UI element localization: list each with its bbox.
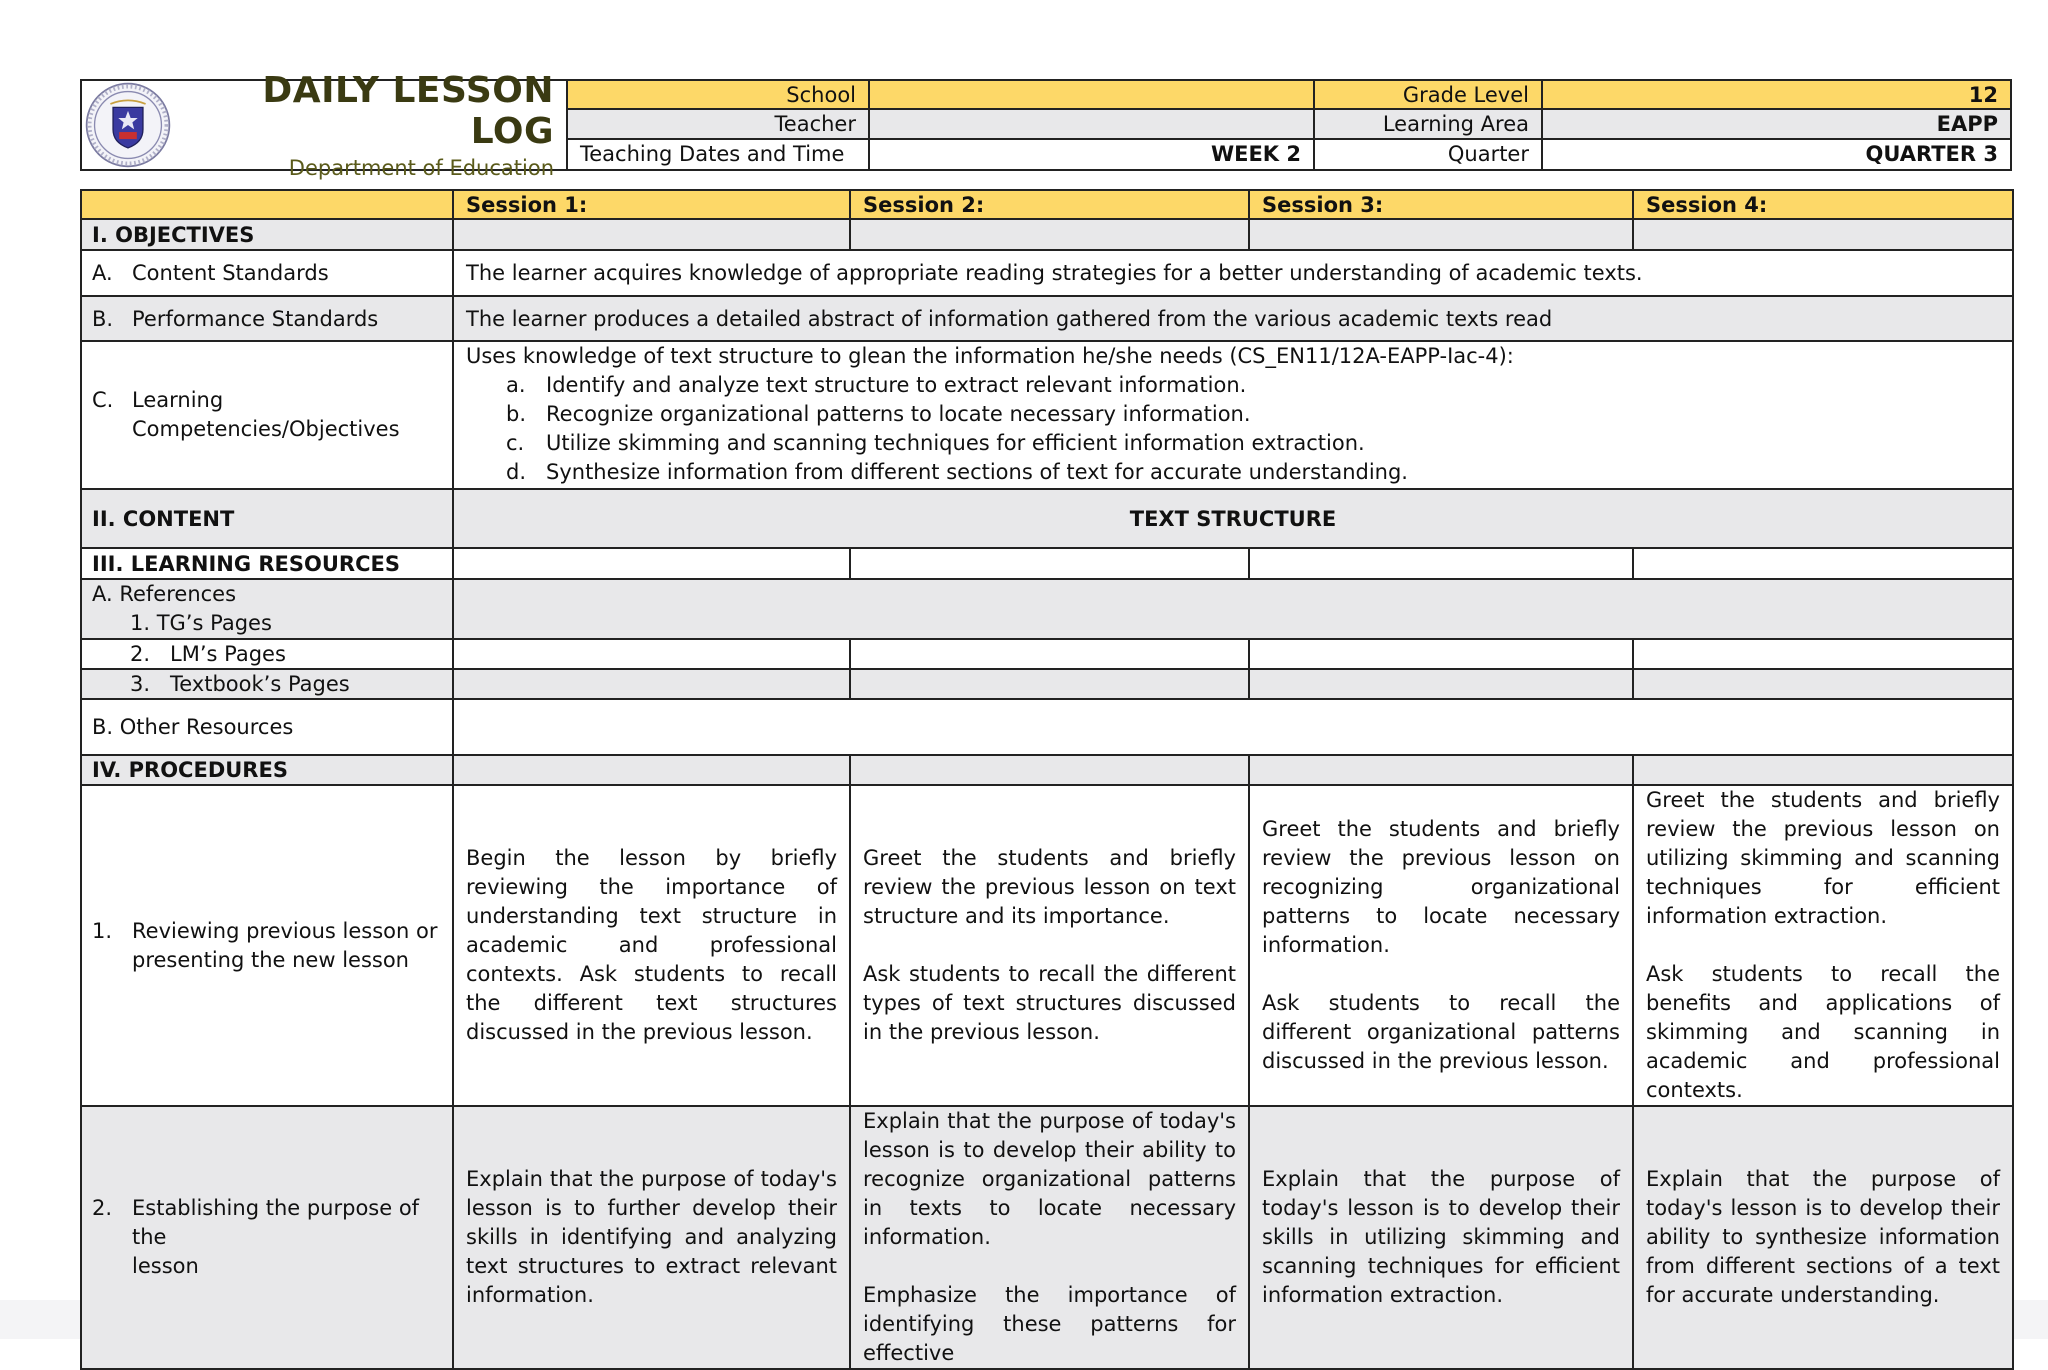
lm-pages-s1[interactable] — [453, 639, 850, 669]
other-resources-row — [81, 699, 2013, 755]
session-4-header: Session 4: — [1633, 190, 2013, 219]
other-resources-value[interactable] — [453, 699, 2013, 755]
competencies-row — [81, 341, 2013, 489]
content-standards-label — [81, 250, 453, 296]
logo-block — [82, 69, 568, 181]
performance-standards-letter: B. — [92, 306, 114, 331]
objectives-heading-row — [81, 219, 2013, 250]
step-2-row — [81, 1106, 2013, 1369]
content-standards-letter: A. — [92, 261, 113, 285]
school-field[interactable] — [870, 81, 1315, 110]
references-title: A. References — [92, 582, 237, 606]
references-row — [81, 579, 2013, 639]
objectives-s3[interactable] — [1249, 219, 1633, 250]
references-value[interactable] — [453, 579, 2013, 639]
quarter-value[interactable]: QUARTER 3 — [1543, 140, 2010, 169]
other-resources-label: B. Other Resources — [81, 699, 453, 755]
performance-standards-label — [81, 296, 453, 341]
textbook-pages-row — [81, 669, 2013, 699]
learning-area-label: Learning Area — [1315, 110, 1543, 139]
resources-s4[interactable] — [1633, 548, 2013, 579]
content-standards-text: The learner acquires knowledge of appropriate reading strategies for a better understanding of academic texts. — [453, 250, 2013, 296]
references-label — [81, 579, 453, 639]
resources-heading-row — [81, 548, 2013, 579]
school-label: School — [568, 81, 870, 110]
step-2-label: 2. Establishing the purpose of the lesson — [81, 1106, 453, 1369]
resources-s1[interactable] — [453, 548, 850, 579]
step-1-session-3: Greet the students and briefly review the previous lesson on recognizing organizational patterns to locate necessary information. Ask students to recall the different organizational patterns discussed in the previous lesson. — [1249, 785, 1633, 1106]
logo-text — [172, 70, 566, 181]
lm-pages-s2[interactable] — [850, 639, 1249, 669]
resources-heading: III. LEARNING RESOURCES — [81, 548, 453, 579]
step-2-session-2: Explain that the purpose of today's lesson is to develop their ability to recognize organizational patterns in texts to locate necessary information. Emphasize the importance of identifying these patterns for effective — [850, 1106, 1249, 1369]
performance-standards-title: Performance Standards — [132, 306, 379, 331]
competencies-letter: C. — [92, 388, 114, 412]
procedures-heading-row — [81, 755, 2013, 785]
procedures-s4[interactable] — [1633, 755, 2013, 785]
session-3-header: Session 3: — [1249, 190, 1633, 219]
competency-item: b. Recognize organizational patterns to locate necessary information. — [506, 402, 1251, 426]
grade-level-value[interactable]: 12 — [1543, 81, 2010, 110]
content-standards-row — [81, 250, 2013, 296]
procedures-s2[interactable] — [850, 755, 1249, 785]
competencies-list — [506, 371, 2000, 487]
textbook-pages-s3[interactable] — [1249, 669, 1633, 699]
textbook-pages-s1[interactable] — [453, 669, 850, 699]
session-header-row — [81, 190, 2013, 219]
step-1-session-2: Greet the students and briefly review the previous lesson on text structure and its importance. Ask students to recall the different types of text structures discussed in the previous lesson. — [850, 785, 1249, 1106]
competency-item: a. Identify and analyze text structure to extract relevant information. — [506, 373, 1247, 397]
procedures-heading: IV. PROCEDURES — [81, 755, 453, 785]
competencies-intro: Uses knowledge of text structure to glean the information he/she needs (CS_EN11/12A-EAPP-Iac-4): — [466, 344, 1514, 368]
teaching-dates-label: Teaching Dates and Time — [568, 140, 870, 169]
content-heading: II. CONTENT — [81, 489, 453, 548]
department-name: Department of Education — [288, 156, 554, 181]
document-title: DAILY LESSON LOG — [262, 69, 554, 152]
step-2-session-3: Explain that the purpose of today's lesson is to develop their skills in utilizing skimming and scanning techniques for efficient information extraction. — [1249, 1106, 1633, 1369]
competency-item: d. Synthesize information from different sections of text for accurate understanding. — [506, 460, 1408, 484]
lesson-log-table — [80, 189, 2014, 1370]
step-1-label: 1. Reviewing previous lesson or presenting the new lesson — [81, 785, 453, 1106]
learning-area-value[interactable]: EAPP — [1543, 110, 2010, 139]
textbook-pages-s2[interactable] — [850, 669, 1249, 699]
lm-pages-row — [81, 639, 2013, 669]
step-2-session-1: Explain that the purpose of today's lesson is to further develop their skills in identifying and analyzing text structures to extract relevant information. — [453, 1106, 850, 1369]
content-row — [81, 489, 2013, 548]
performance-standards-row — [81, 296, 2013, 341]
objectives-heading: I. OBJECTIVES — [81, 219, 453, 250]
step-1-row — [81, 785, 2013, 1106]
deped-seal-icon — [84, 81, 172, 169]
procedures-s1[interactable] — [453, 755, 850, 785]
competency-item: c. Utilize skimming and scanning techniques for efficient information extraction. — [506, 431, 1365, 455]
step-1-session-1: Begin the lesson by briefly reviewing the importance of understanding text structure in academic and professional contexts. Ask students to recall the different text structures discussed in the previous lesson. — [453, 785, 850, 1106]
objectives-s1[interactable] — [453, 219, 850, 250]
competencies-content — [453, 341, 2013, 489]
performance-standards-text: The learner produces a detailed abstract of information gathered from the various academic texts read — [453, 296, 2013, 341]
resources-s2[interactable] — [850, 548, 1249, 579]
competencies-title-1: Learning — [132, 388, 224, 412]
procedures-s3[interactable] — [1249, 755, 1633, 785]
teacher-field[interactable] — [870, 110, 1315, 139]
teacher-label: Teacher — [568, 110, 870, 139]
content-standards-title: Content Standards — [132, 261, 329, 285]
textbook-pages-label: 3. Textbook’s Pages — [81, 669, 453, 699]
session-2-header: Session 2: — [850, 190, 1249, 219]
grade-level-label: Grade Level — [1315, 81, 1543, 110]
lm-pages-s4[interactable] — [1633, 639, 2013, 669]
lesson-log-header — [80, 69, 2012, 181]
resources-s3[interactable] — [1249, 548, 1633, 579]
textbook-pages-s4[interactable] — [1633, 669, 2013, 699]
competencies-title-2: Competencies/Objectives — [132, 417, 400, 441]
competencies-label — [81, 341, 453, 489]
week-value[interactable]: WEEK 2 — [870, 140, 1315, 169]
header-info-grid — [568, 81, 2010, 169]
tg-pages-label: 1. TG’s Pages — [130, 611, 272, 635]
session-1-header: Session 1: — [453, 190, 850, 219]
objectives-s2[interactable] — [850, 219, 1249, 250]
objectives-s4[interactable] — [1633, 219, 2013, 250]
content-topic: TEXT STRUCTURE — [453, 489, 2013, 548]
step-2-session-4: Explain that the purpose of today's lesson is to develop their ability to synthesize information from different sections of a text for accurate understanding. — [1633, 1106, 2013, 1369]
quarter-label: Quarter — [1315, 140, 1543, 169]
lm-pages-s3[interactable] — [1249, 639, 1633, 669]
lm-pages-label: 2. LM’s Pages — [81, 639, 453, 669]
corner-cell — [81, 190, 453, 219]
step-1-session-4: Greet the students and briefly review the previous lesson on utilizing skimming and scanning techniques for efficient information extraction. Ask students to recall the benefits and applications of skimming and scanning in academic and professional contexts. — [1633, 785, 2013, 1106]
